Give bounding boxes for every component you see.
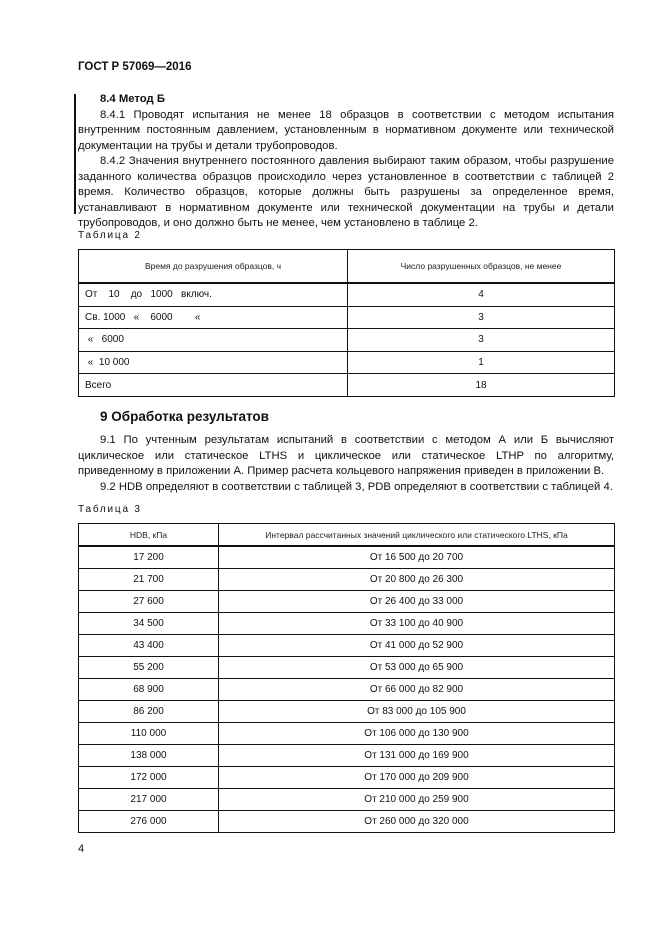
table-row — [79, 723, 615, 745]
table-cell: Всего — [79, 374, 348, 397]
table-cell: 17 200 — [79, 546, 219, 569]
table-cell: От 210 000 до 259 900 — [219, 789, 615, 811]
table-cell: От 10 до 1000 включ. — [79, 283, 348, 306]
table-cell: 68 900 — [79, 679, 219, 701]
table-header-row — [79, 524, 615, 547]
table-header-cell: HDB, кПа — [79, 524, 219, 547]
table-row — [79, 657, 615, 679]
table-cell: 86 200 — [79, 701, 219, 723]
table-cell: 276 000 — [79, 811, 219, 833]
document-header: ГОСТ Р 57069—2016 — [78, 61, 192, 73]
table-header-cell: Число разрушенных образцов, не менее — [348, 250, 615, 284]
table-2 — [78, 249, 615, 397]
table-cell: 55 200 — [79, 657, 219, 679]
table-cell: 172 000 — [79, 767, 219, 789]
table-row — [79, 546, 615, 569]
table-cell: От 26 400 до 33 000 — [219, 591, 615, 613]
table-cell: « 10 000 — [79, 351, 348, 374]
table-row — [79, 351, 615, 374]
table-row — [79, 306, 615, 329]
paragraph-9-1: 9.1 По учтенным результатам испытаний в соответствии с методом А или Б вычисляют циклическое или статическое LTHS и циклическое или статическое LTHP по алгоритму, приведенному в приложении А. Пример расчета кольцевого напряжения приведен в приложении В. — [78, 434, 614, 477]
section-8-4-title: 8.4 Метод Б — [100, 93, 165, 105]
table-cell: 3 — [348, 306, 615, 329]
paragraph-8-4-1: 8.4.1 Проводят испытания не менее 18 образцов в соответствии с методом испытания внутренним постоянным давлением, установленным в нормативном документе или технической документации на трубы и детали трубопроводов. — [78, 108, 614, 152]
table-row — [79, 701, 615, 723]
table-cell: От 83 000 до 105 900 — [219, 701, 615, 723]
table-row — [79, 374, 615, 397]
table-row — [79, 745, 615, 767]
table-cell: 34 500 — [79, 613, 219, 635]
table-cell: От 53 000 до 65 900 — [219, 657, 615, 679]
paragraph-8-4-2: 8.4.2 Значения внутреннего постоянного давления выбирают таким образом, чтобы разрушение заданного количества образцов происходило через установленное в соответствии с таблицей 2 время. Количество образцов, которые должны быть разрушены за определенное время, устанавливают в нормативном документе или технической документации на трубы и детали трубопроводов, и оно должно быть не менее, чем установлено в таблице 2. — [78, 155, 614, 229]
table-cell: 217 000 — [79, 789, 219, 811]
paragraph-9-2: 9.2 HDB определяют в соответствии с таблицей 3, PDB определяют в соответствии с таблицей 4. — [100, 480, 613, 493]
table-cell: Св. 1000 « 6000 « — [79, 306, 348, 329]
table-cell: От 66 000 до 82 900 — [219, 679, 615, 701]
table-3 — [78, 523, 615, 833]
table2-caption: Таблица 2 — [78, 230, 142, 241]
section-8-4 — [78, 92, 614, 232]
table-cell: « 6000 — [79, 329, 348, 352]
table-row — [79, 811, 615, 833]
table-cell: 4 — [348, 283, 615, 306]
table-cell: От 16 500 до 20 700 — [219, 546, 615, 569]
table-cell: От 33 100 до 40 900 — [219, 613, 615, 635]
table-row — [79, 767, 615, 789]
table-cell: 18 — [348, 374, 615, 397]
table3-caption: Таблица 3 — [78, 504, 142, 515]
table-cell: 27 600 — [79, 591, 219, 613]
table-cell: От 131 000 до 169 900 — [219, 745, 615, 767]
table-cell: От 260 000 до 320 000 — [219, 811, 615, 833]
table-cell: 43 400 — [79, 635, 219, 657]
table-row — [79, 329, 615, 352]
table-row — [79, 613, 615, 635]
table-cell: От 106 000 до 130 900 — [219, 723, 615, 745]
table-row — [79, 635, 615, 657]
table-cell: От 20 800 до 26 300 — [219, 569, 615, 591]
page-number: 4 — [78, 843, 85, 855]
table-header-cell: Интервал рассчитанных значений циклического или статического LTHS, кПа — [219, 524, 615, 547]
table-header-cell: Время до разрушения образцов, ч — [79, 250, 348, 284]
table-cell: От 41 000 до 52 900 — [219, 635, 615, 657]
table-cell: 1 — [348, 351, 615, 374]
table-cell: От 170 000 до 209 900 — [219, 767, 615, 789]
table-header-row — [79, 250, 615, 284]
table-cell: 3 — [348, 329, 615, 352]
section-9 — [78, 433, 614, 495]
table-row — [79, 591, 615, 613]
table-cell: 21 700 — [79, 569, 219, 591]
change-bar — [74, 94, 76, 214]
table-cell: 110 000 — [79, 723, 219, 745]
section-9-title: 9 Обработка результатов — [100, 409, 269, 424]
table-cell: 138 000 — [79, 745, 219, 767]
table-row — [79, 569, 615, 591]
table-row — [79, 283, 615, 306]
table-row — [79, 679, 615, 701]
table-row — [79, 789, 615, 811]
